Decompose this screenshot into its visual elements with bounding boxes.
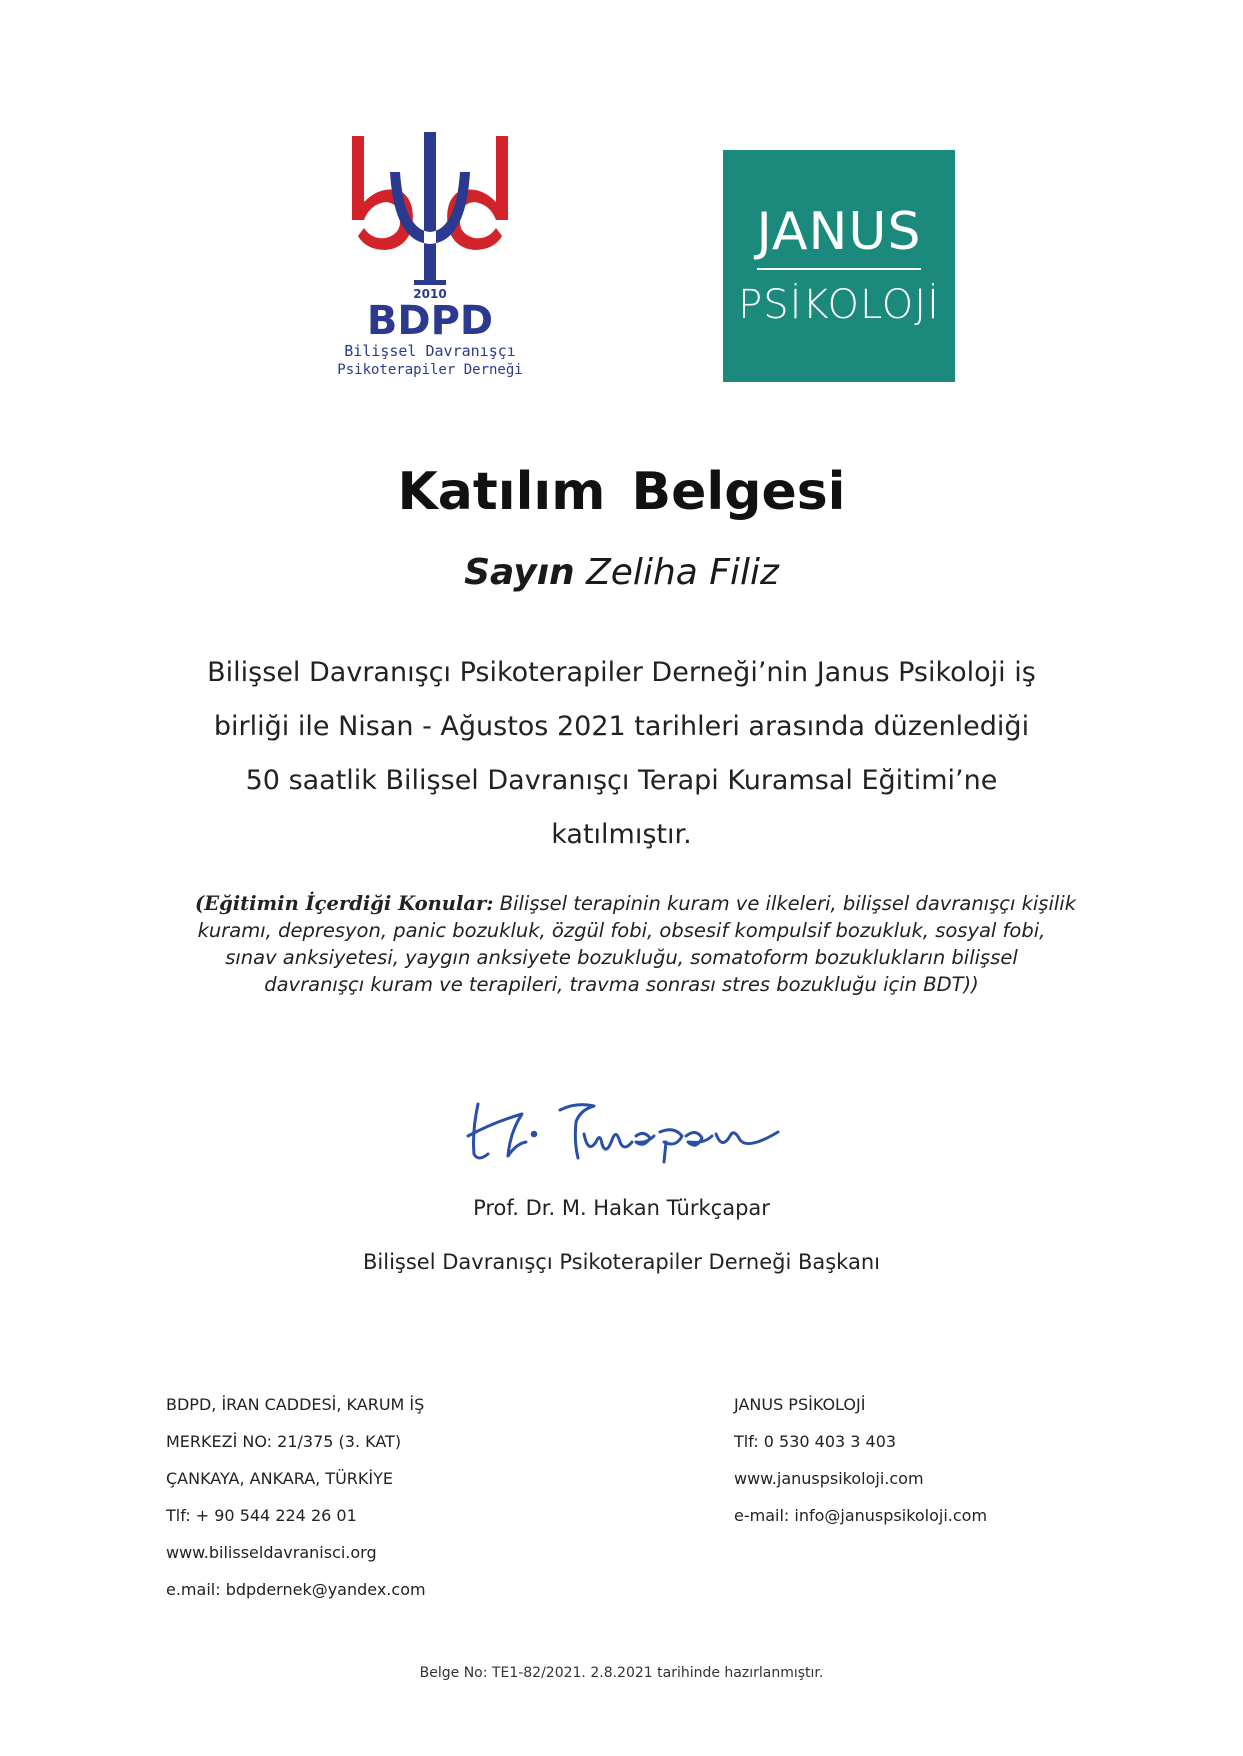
certificate-body [205,646,1038,862]
topics-label: (Eğitimin İçerdiği Konular: [195,892,494,915]
bdpd-email[interactable]: e.mail: bdpdernek@yandex.com [166,1580,426,1599]
janus-website[interactable]: www.januspsikoloji.com [734,1469,924,1488]
topics-text: Bilişsel terapinin kuram ve ilkeleri, bilişsel davranışçı kişilik [493,892,1077,915]
janus-name: JANUS PSİKOLOJİ [734,1395,866,1414]
bdpd-logo-year: 2010 [413,287,447,301]
janus-logo-divider [757,268,921,270]
bdpd-logo-b-shape [352,136,413,250]
body-line: Bilişsel Davranışçı Psikoterapiler Derneği’nin Janus Psikoloji iş [207,657,1036,688]
body-line: katılmıştır. [551,819,692,850]
topics-line: sınav anksiyetesi, yaygın anksiyete bozukluğu, somatoform bozuklukların bilişsel [225,946,1018,969]
janus-logo [723,150,955,382]
bdpd-logo-line2: Psikoterapiler Derneği [337,362,523,378]
topics-line [195,890,1077,917]
topics-line: davranışçı kuram ve terapileri, travma sonrası stres bozukluğu için BDT)) [264,973,979,996]
bdpd-logo-line1: Bilişsel Davranışçı [344,342,516,360]
body-line: birliği ile Nisan - Ağustos 2021 tarihleri arasında düzenlediği [213,711,1030,742]
certificate-title: Katılım Belgesi [397,462,846,522]
janus-phone: Tlf: 0 530 403 3 403 [734,1432,897,1451]
bdpd-logo-abbr: BDPD [366,298,494,344]
bdpd-logo [330,132,530,382]
signer-title: Bilişsel Davranışçı Psikoterapiler Derneği Başkanı [363,1250,880,1274]
document-number: Belge No: TE1-82/2021. 2.8.2021 tarihinde hazırlanmıştır. [419,1665,824,1681]
janus-email[interactable]: e-mail: info@januspsikoloji.com [734,1506,988,1525]
recipient-name: Zeliha Filiz [586,552,779,593]
salutation-word: Sayın [464,552,575,593]
salutation [0,552,1243,593]
signer-name: Prof. Dr. M. Hakan Türkçapar [473,1196,770,1220]
bdpd-address-line: ÇANKAYA, ANKARA, TÜRKİYE [166,1469,393,1488]
bdpd-logo-psi-shape [390,132,470,282]
topics-line: kuramı, depresyon, panic bozukluk, özgül fobi, obsesif kompulsif bozukluk, sosyal fobi, [197,919,1046,942]
janus-logo-line2: PSİKOLOJİ [738,282,940,328]
training-topics [195,890,1077,998]
bdpd-address-line: MERKEZİ NO: 21/375 (3. KAT) [166,1432,402,1451]
body-line: 50 saatlik Bilişsel Davranışçı Terapi Kuramsal Eğitimi’ne [245,765,998,796]
bdpd-address-line: BDPD, İRAN CADDESİ, KARUM İŞ [166,1395,425,1414]
signature [464,1092,784,1172]
bdpd-website[interactable]: www.bilisseldavranisci.org [166,1543,377,1562]
bdpd-phone: Tlf: + 90 544 224 26 01 [166,1506,357,1525]
janus-logo-line1: JANUS [756,202,922,262]
bdpd-logo-d-shape [447,136,508,250]
